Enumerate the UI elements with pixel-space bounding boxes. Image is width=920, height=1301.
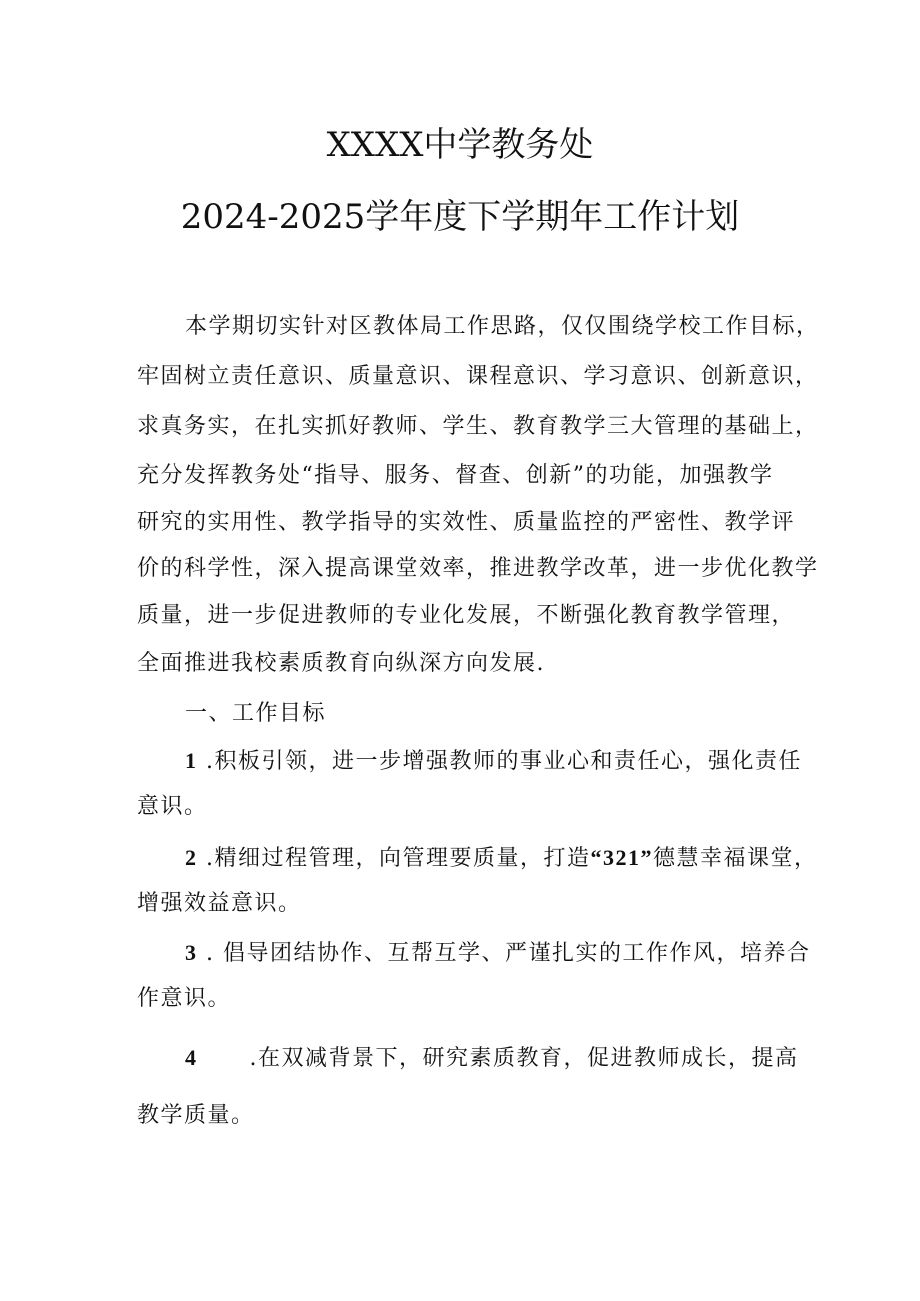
intro-line-6: 价的科学性，深入提高课堂效率，推进教学改革，进一步优化教学 bbox=[137, 556, 819, 581]
goal-2-line-2: 增强效益意识。 bbox=[137, 891, 302, 916]
intro-line-3: 求真务实，在扎实抓好教师、学生、教育教学三大管理的基础上， bbox=[137, 414, 819, 439]
goal-1-line-1 bbox=[185, 750, 802, 773]
intro-line-5: 研究的实用性、教学指导的实效性、质量监控的严密性、教学评 bbox=[137, 510, 796, 535]
goal-4-number: 4 bbox=[185, 1045, 198, 1070]
intro-line-2: 牢固树立责任意识、质量意识、课程意识、学习意识、创新意识， bbox=[137, 364, 819, 389]
goal-1-line-2: 意识。 bbox=[137, 794, 208, 819]
goal-3-text: . 倡导团结协作、互帮互学、严谨扎实的工作作风，培养合 bbox=[197, 941, 811, 966]
section-heading: 一、工作目标 bbox=[185, 701, 327, 726]
document-title-line-2: 2024-2025学年度下学期年工作计划 bbox=[180, 197, 740, 237]
document-title-line-1: XXXX中学教务处 bbox=[326, 125, 594, 165]
goal-4-line-2: 教学质量。 bbox=[137, 1103, 255, 1128]
intro-line-8: 全面推进我校素质教育向纵深方向发展. bbox=[137, 651, 545, 676]
goal-3-line-1 bbox=[185, 942, 810, 965]
goal-1-number: 1 bbox=[185, 748, 198, 773]
goal-2-text-a: .精细过程管理，向管理要质量，打造 bbox=[197, 846, 591, 871]
goal-2-line-1 bbox=[185, 847, 818, 870]
intro-line-7: 质量，进一步促进教师的专业化发展，不断强化教育教学管理， bbox=[137, 603, 796, 628]
goal-2-quote: “321” bbox=[590, 845, 653, 870]
goal-2-number: 2 bbox=[185, 845, 198, 870]
goal-4-line-1 bbox=[185, 1047, 799, 1070]
goal-2-text-b: 德慧幸福课堂， bbox=[653, 846, 818, 871]
goal-1-text: .积板引领，进一步增强教师的事业心和责任心，强化责任 bbox=[197, 749, 802, 774]
goal-4-text: .在双减背景下，研究素质教育，促进教师成长，提高 bbox=[249, 1046, 799, 1071]
goal-3-line-2: 作意识。 bbox=[137, 986, 232, 1011]
intro-line-4: 充分发挥教务处“指导、服务、督查、创新”的功能，加强教学 bbox=[137, 463, 774, 488]
goal-3-number: 3 bbox=[185, 940, 198, 965]
intro-line-1: 本学期切实针对区教体局工作思路，仅仅围绕学校工作目标， bbox=[185, 314, 820, 339]
